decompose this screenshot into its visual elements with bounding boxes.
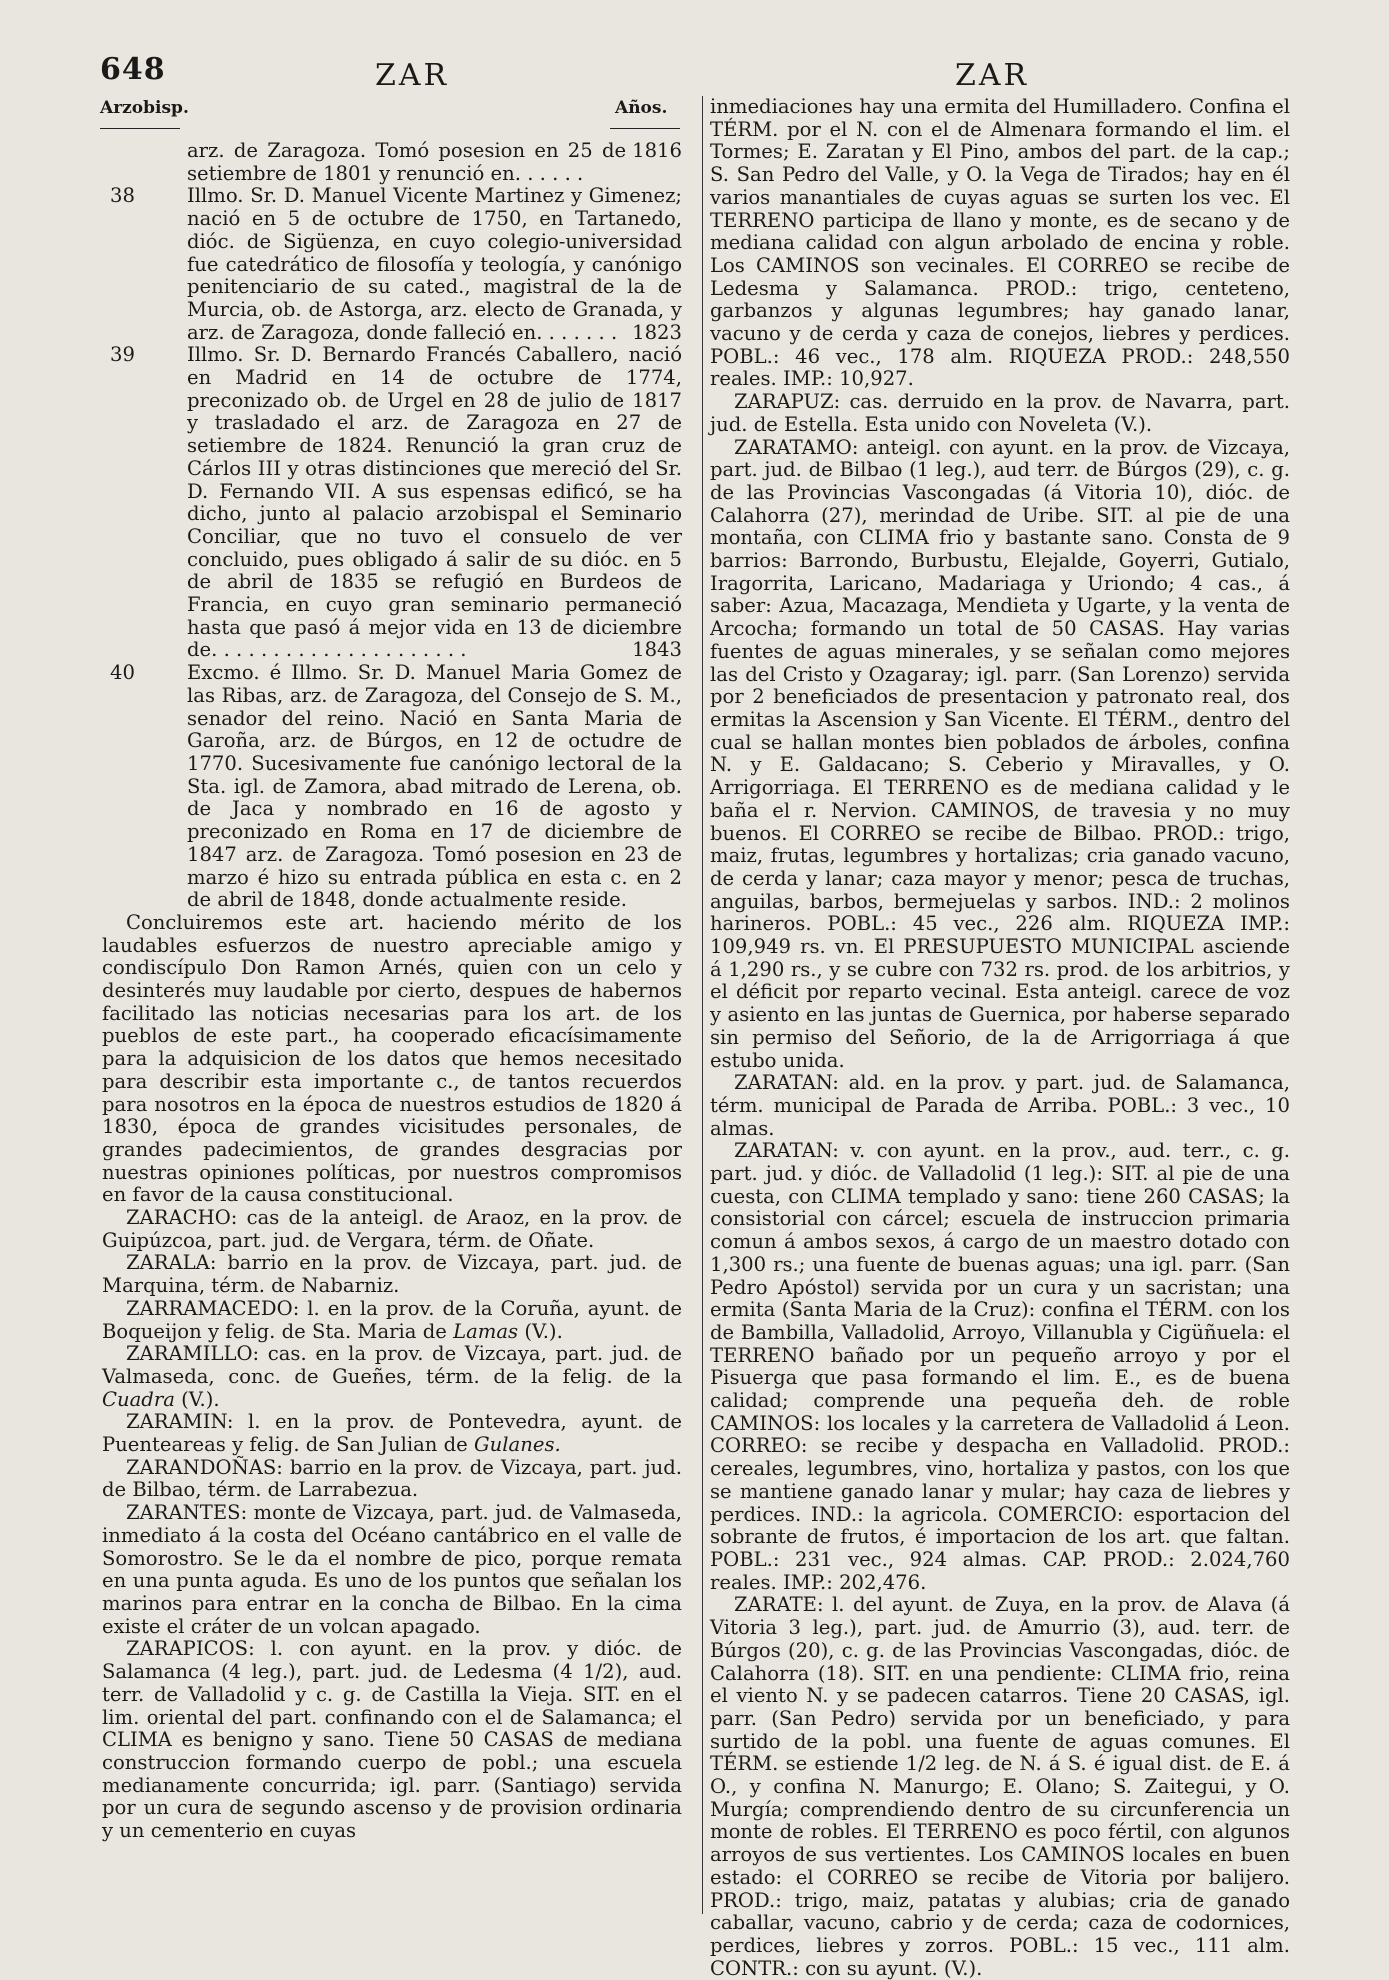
column-head-years: Años. (615, 98, 668, 118)
entry-text: Illmo. Sr. D. Bernardo Francés Caballero, nació en Madrid en 14 de octubre de 1774, preconizado ob. de Urgel en 28 de julio de 1817 y trasladado el arz. de Zaragoza en 27 de setiembre de 1824. Renunció la gran cruz de Cárlos III y otras distinciones que mereció del Sr. D. Fernando VII. A sus espensas edificó, se ha dicho, junto al palacio arzobispal el Seminario Conciliar, que no tuvo el consuelo de ver concluido, pues obligado á salir de su dióc. en 5 de abril de 1835 se refugió en Burdeos de Francia, en cuyo gran seminario permaneció hasta que pasó á mejor vida en 13 de diciembre de. . . . . . . . . . . . . . . . . . . . . (187, 343, 682, 662)
entry-text: arz. de Zaragoza. Tomó posesion en 25 de setiembre de 1801 y renunció en. . . . . . (187, 139, 627, 185)
entry-zarandonas: ZARANDOÑAS: barrio en la prov. de Vizcaya, part. jud. de Bilbao, térm. de Larrabezua. (102, 1455, 682, 1502)
running-head-right: ZAR (955, 58, 1030, 93)
entry-zaratamo: ZARATAMO: anteigl. con ayunt. en la prov. de Vizcaya, part. jud. de Bilbao (1 leg.), aud terr. de Búrgos (29), c. g. de las Provincias Vascongadas (á Vitoria 10), dióc. de Calahorra (27), merindad de Uribe. SIT. al pie de una montaña, con CLIMA frio y bastante sano. Consta de 9 barrios: Barrondo, Burbustu, Elejalde, Goyerri, Gutialo, Iragorrita, Laricano, Madariaga y Uriondo; 4 cas., á saber: Azua, Macazaga, Mendieta y Ugarte, y la venta de Arcocha; formando un total de 50 CASAS. Hay varias fuentes de aguas minerales, y se señalan como mejores las del Cristo y Ozagaray; igl. parr. (San Lorenzo) servida por 2 beneficiados de presentacion y patronato real, dos ermitas la Ascension y San Vicente. El TÉRM., dentro del cual se hallan montes bien poblados de árboles, confina N. y E. Galdacano; S. Ceberio y Miravalles, y O. Arrigorriaga. El TERRENO es de mediana calidad y le baña el r. Nervion. CAMINOS, de travesia y no muy buenos. El CORREO se recibe de Bilbao. PROD.: trigo, maiz, frutas, legumbres y hortalizas; cria ganado vacuno, de cerda y lanar; caza mayor y menor; pesca de truchas, anguilas, barbos, bermejuelas y sarbos. IND.: 2 molinos harineros. POBL.: 45 vec., 226 alm. RIQUEZA IMP.: 109,949 rs. vn. El PRESUPUESTO MUNICIPAL asciende á 1,290 rs., y se cubre con 732 rs. prod. de los arbitrios, y el déficit por reparto vecinal. Esta anteigl. carece de voz y asiento en las juntas de Guernica, por haberse separado sin permiso del Señorio, de la de Arrigorriaga á que estubo unida. (710, 435, 1290, 1072)
column-head-archbishop: Arzobisp. (100, 98, 189, 118)
entry-number: 39 (110, 343, 135, 367)
archbishop-entry-37 (102, 140, 682, 185)
entry-zaracho: ZARACHO: cas de la anteigl. de Araoz, en la prov. de Guipúzcoa, part. jud. de Vergara, térm. de Oñate. (102, 1206, 682, 1252)
archbishop-entry-38 (102, 185, 682, 344)
entry-zarapicos: ZARAPICOS: l. con ayunt. en la prov. y dióc. de Salamanca (4 leg.), part. jud. de Ledesma (4 1/2), aud. terr. de Valladolid y c. g. de Castilla la Vieja. SIT. en el lim. oriental del part. confinando con el de Salamanca; el CLIMA es benigno y sano. Tiene 50 CASAS de mediana construccion formando cuerpo de pobl.; una escuela medianamente concurrida; igl. parr. (Santiago) servida por un cura de segundo ascenso y de provision ordinaria y un cementerio en cuyas (102, 1637, 682, 1843)
column-divider (702, 96, 703, 1914)
archbishop-entry-40 (102, 662, 682, 912)
entry-number: 38 (110, 184, 135, 208)
entry-zaramillo: ZARAMILLO: cas. en la prov. de Vizcaya, part. jud. de Valmaseda, conc. de Gueñes, térm. de la felig. de la Cuadra (V.). (102, 1342, 682, 1411)
archbishop-entry-39 (102, 344, 682, 662)
entry-year: 1816 (632, 139, 682, 162)
left-column (102, 140, 682, 1843)
entry-zaratan-ald: ZARATAN: ald. en la prov. y part. jud. de Salamanca, térm. municipal de Parada de Arriba. POBL.: 3 vec., 10 almas. (710, 1071, 1290, 1140)
entry-zarantes: ZARANTES: monte de Vizcaya, part. jud. de Valmaseda, inmediato á la costa del Océano cantábrico en el valle de Somorostro. Se le da el nombre de pico, porque remata en una punta aguda. Es uno de los puntos que señalan los marinos para entrar en la concha de Bilbao. En la cima existe el cráter de un volcan apagado. (102, 1501, 682, 1638)
entry-zaramin: ZARAMIN: l. en la prov. de Pontevedra, ayunt. de Puenteareas y felig. de San Julian de Gulanes. (102, 1410, 682, 1457)
entry-text: Illmo. Sr. D. Manuel Vicente Martinez y Gimenez; nació en 5 de octubre de 1750, en Tartanedo, dióc. de Sigüenza, en cuyo colegio-universidad fue catedrático de filosofía y teología, y canónigo penitenciario de su cated., magistral de la de Murcia, ob. de Astorga, arz. electo de Granada, y arz. de Zaragoza, donde falleció en. . . . . . . (187, 184, 682, 344)
header-rule-right (610, 128, 680, 129)
entry-zaratan-villa: ZARATAN: v. con ayunt. en la prov., aud. terr., c. g. part. jud. y dióc. de Valladolid (1 leg.): SIT. al pie de una cuesta, con CLIMA templado y sano: tiene 260 CASAS; la consistorial con cárcel; escuela de instruccion primaria comun á ambos sexos, á cargo de un maestro dotado con 1,300 rs.; una fuente de buenas aguas; una igl. parr. (San Pedro Apóstol) servida por un cura y un sacristan; una ermita (Santa Maria de la Cruz): confina el TÉRM. con los de Bambilla, Valladolid, Arroyo, Villanubla y Cigüñuela: el TERRENO bañado por un pequeño arroyo y por el Pisuerga que pasa formando el lim. E., es de buena calidad; comprende una pequeña deh. de roble CAMINOS: los locales y la carretera de Valladolid á Leon. CORREO: se recibe y despacha en Valladolid. PROD.: cereales, legumbres, vino, hortaliza y pastos, con los que se mantiene ganado lanar y mular; hay caza de liebres y perdices. IND.: la agricola. COMERCIO: esportacion del sobrante de frutos, é importacion de los art. que faltan. POBL.: 231 vec., 924 almas. CAP. PROD.: 2.024,760 reales. IMP.: 202,476. (710, 1139, 1290, 1594)
entry-year: 1823 (632, 320, 682, 344)
entry-text: Excmo. é Illmo. Sr. D. Manuel Maria Gomez de las Ribas, arz. de Zaragoza, del Consejo de S. M., senador del reino. Nació en Santa Maria de Garoña, arz. de Búrgos, en 12 de octudre de 1770. Sucesivamente fue canónigo lectoral de la Sta. igl. de Zamora, abad mitrado de Lerena, ob. de Jaca y nombrado en 16 de agosto y preconizado en Roma en 17 de diciembre de 1847 arz. de Zaragoza. Tomó posesion en 23 de marzo é hizo su entrada pública en esta c. en 2 de abril de 1848, donde actualmente reside. (187, 661, 682, 912)
running-head-left: ZAR (375, 58, 450, 93)
entry-zarapicos-continued: inmediaciones hay una ermita del Humilladero. Confina el TÉRM. por el N. con el de Almenara formando el lim. el Tormes; E. Zaratan y El Pino, ambos del part. de la cap.; S. San Pedro del Valle, y O. la Vega de Tirados; hay en él varios manantiales de cuyas aguas se surten los vec. El TERRENO participa de llano y monte, es de secano y de mediana calidad con algun arbolado de encina y roble. Los CAMINOS son vecinales. El CORREO se recibe de Ledesma y Salamanca. PROD.: trigo, centeteno, garbanzos y algunas legumbres; hay ganado lanar, vacuno y de cerda y caza de conejos, liebres y perdices. POBL.: 46 vec., 178 alm. RIQUEZA PROD.: 248,550 reales. IMP.: 10,927. (710, 95, 1290, 391)
entry-zarramacedo: ZARRAMACEDO: l. en la prov. de la Coruña, ayunt. de Boqueijon y felig. de Sta. Maria de Lamas (V.). (102, 1296, 682, 1343)
entry-year: 1843 (632, 638, 682, 662)
header-rule-left (100, 128, 180, 129)
entry-zarate: ZARATE: l. del ayunt. de Zuya, en la prov. de Alava (á Vitoria 3 leg.), part. jud. de Amurrio (3), aud. terr. de Búrgos (20), c. g. de las Provincias Vascongadas, dióc. de Calahorra (18). SIT. en una pendiente: CLIMA frio, reina el viento N. y se padecen catarros. Tiene 20 CASAS, igl. parr. (San Pedro) servida por un beneficiado, y para surtido de la pobl. una fuente de aguas comunes. El TÉRM. se estiende 1/2 leg. de N. á S. é igual dist. de E. á O., y confina N. Manurgo; E. Olano; S. Zaitegui, y O. Murgía; comprendiendo dentro de su circunferencia un monte de robles. El TERRENO es poco fértil, con algunos arroyos de sus vertientes. Los CAMINOS locales en buen estado: el CORREO se recibe de Vitoria por balijero. PROD.: trigo, maiz, patatas y alubias; cria de ganado caballar, vacuno, cabrio y de cerda; caza de codornices, perdices, liebres y zorros. POBL.: 15 vec., 111 alm. CONTR.: con su ayunt. (V.). (710, 1593, 1290, 1980)
page-number: 648 (100, 52, 166, 87)
concluding-paragraph: Concluiremos este art. haciendo mérito de los laudables esfuerzos de nuestro apreciable amigo y condiscípulo Don Ramon Arnés, quien con un celo y desinterés muy laudable por cierto, despues de habernos facilitado las noticias necesarias para los art. de los pueblos de este part., ha cooperado eficacísimamente para la adquisicion de los datos que hemos necesitado para describir esta importante c., de tantos recuerdos para nosotros en la época de nuestros estudios de 1820 á 1830, época de grandes vicisitudes personales, de grandes padecimientos, de grandes desgracias por nuestras opiniones políticas, por nuestros compromisos en favor de la causa constitucional. (102, 910, 682, 1207)
right-column (710, 96, 1290, 1980)
entry-zarapuz: ZARAPUZ: cas. derruido en la prov. de Navarra, part. jud. de Estella. Esta unido con Noveleta (V.). (710, 390, 1290, 436)
entry-zarala: ZARALA: barrio en la prov. de Vizcaya, part. jud. de Marquina, térm. de Nabarniz. (102, 1251, 682, 1298)
entry-number: 40 (110, 661, 135, 685)
